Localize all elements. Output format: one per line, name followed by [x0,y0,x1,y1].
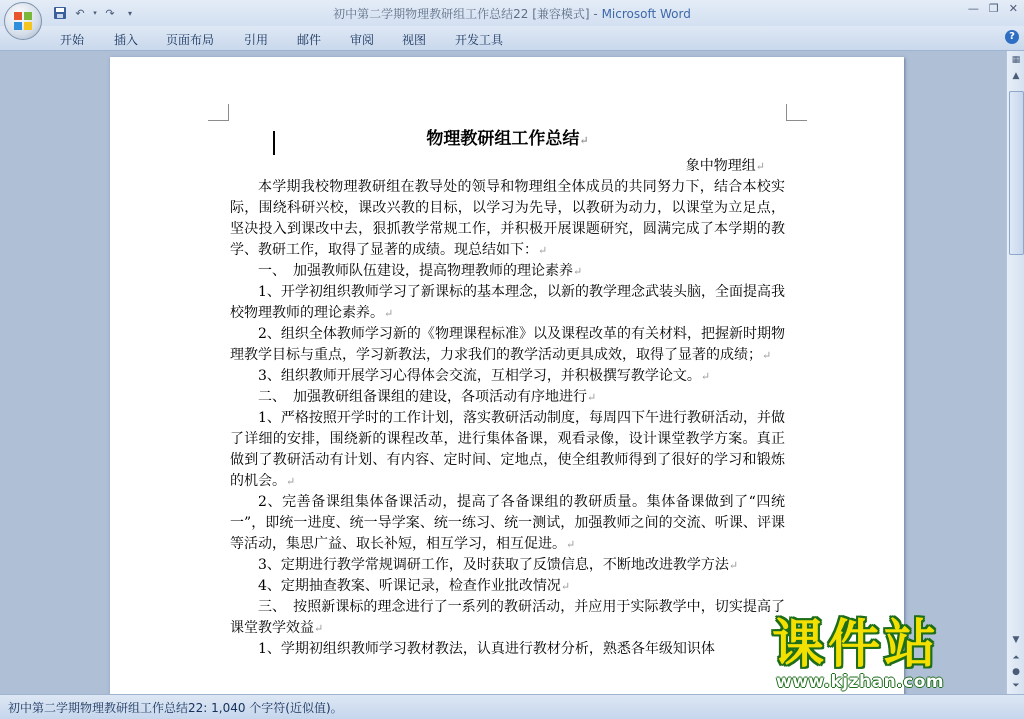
crop-mark-top-right [786,104,807,121]
customize-toolbar-icon[interactable]: ▾ [127,8,132,18]
paragraph: 1、开学初组织教师学习了新课标的基本理念，以新的教学理念武装头脑，全面提高我校物理教师的理论素养。↵ [230,284,785,321]
app-name: Microsoft Word [601,7,691,21]
next-page-icon[interactable]: ⏷ [1012,681,1020,691]
tab-home[interactable]: 开始 [60,33,85,47]
help-icon[interactable]: ? [1005,30,1019,44]
document-page[interactable] [110,57,904,694]
tab-review[interactable]: 审阅 [350,33,375,47]
redo-icon[interactable]: ↷ [105,6,115,20]
watermark [772,616,1004,694]
status-text: 初中第二学期物理教研组工作总结22: 1,040 个字符(近似值)。 [8,701,343,715]
section-heading: 三、 按照新课标的理念进行了一系列的教研活动，并应用于实际教学中，切实提高了课堂教学效益↵ [230,599,785,636]
undo-dropdown-icon[interactable]: ▾ [93,9,97,17]
tab-page-layout[interactable]: 页面布局 [166,33,215,47]
undo-icon[interactable]: ↶ [75,6,85,20]
tab-view[interactable]: 视图 [402,33,427,47]
paragraph: 1、严格按照开学时的工作计划，落实教研活动制度，每周四下午进行教研活动，并做了详细的安排，围绕新的课程改革，进行集体备课，观看录像，设计课堂教学方案。真正做到了教研活动有计划、有内容、定时间、定地点，使全组教师得到了很好的学习和锻炼的机会。↵ [230,410,785,489]
paragraph: 1、学期初组织教师学习教材教法，认真进行教材分析，熟悉各年级知识体 [258,641,715,657]
window-controls [968,2,1018,15]
scroll-down-icon[interactable]: ▼ [1012,635,1020,645]
tab-references[interactable]: 引用 [244,33,269,47]
status-bar [0,694,1024,719]
browse-object-icon[interactable]: ● [1012,667,1020,677]
tab-developer[interactable]: 开发工具 [455,33,504,47]
ribbon-tab-bar [0,26,1024,51]
tab-mailings[interactable]: 邮件 [297,33,322,47]
crop-mark-top-left [208,104,229,121]
close-icon[interactable]: ✕ [1008,2,1018,15]
document-body[interactable] [230,129,785,660]
ruler-toggle-icon[interactable]: ▦ [1011,55,1021,65]
tab-insert[interactable]: 插入 [114,33,139,47]
office-button[interactable] [4,2,42,40]
paragraph: 4、定期抽查教案、听课记录，检查作业批改情况↵ [258,578,571,594]
paragraph: 2、组织全体教师学习新的《物理课程标准》以及课程改革的有关材料，把握新时期物理教学目标与重点，学习新教法，力求我们的教学活动更具成效，取得了显著的成绩；↵ [230,326,785,363]
document-author: 象中物理组↵ [685,158,765,174]
paragraph: 3、组织教师开展学习心得体会交流，互相学习，并积极撰写教学论文。↵ [258,368,711,384]
watermark-logo: 课件站 [772,615,941,675]
section-heading: 一、 加强教师队伍建设，提高物理教师的理论素养↵ [258,263,583,279]
office-logo-icon [14,12,32,30]
scroll-up-icon[interactable]: ▲ [1012,71,1020,81]
window-title: 初中第二学期物理教研组工作总结22 [兼容模式] - Microsoft Word [333,7,691,21]
document-name: 初中第二学期物理教研组工作总结22 [兼容模式] [333,7,590,21]
watermark-url: www.kjzhan.com [776,672,945,692]
title-bar [0,0,1024,26]
section-heading: 二、 加强教研组备课组的建设，各项活动有序地进行↵ [258,389,597,405]
vertical-scrollbar[interactable] [1006,51,1024,694]
document-title: 物理教研组工作总结↵ [426,129,589,149]
paragraph: 3、定期进行教学常规调研工作，及时获取了反馈信息，不断地改进教学方法↵ [258,557,739,573]
paragraph: 本学期我校物理教研组在教导处的领导和物理组全体成员的共同努力下，结合本校实际，围绕科研兴校，课改兴教的目标，以学习为先导，以教研为动力，以课堂为立足点，坚决投入到课改中去，狠抓教学常规工作，并积极开展课题研究，圆满完成了本学期的教学、教研工作，取得了显著的成绩。现总结如下：↵ [230,179,785,258]
document-area [0,51,1006,694]
restore-icon[interactable]: ❐ [988,2,999,15]
scroll-thumb[interactable] [1009,91,1024,255]
minimize-icon[interactable]: — [967,2,979,15]
paragraph: 2、完善备课组集体备课活动，提高了各备课组的教研质量。集体备课做到了“四统一”，即统一进度、统一导学案、统一练习、统一测试，加强教师之间的交流、听课、评课等活动，集思广益、取长补短，相互学习，相互促进。↵ [230,494,785,552]
previous-page-icon[interactable]: ⏶ [1012,653,1020,663]
